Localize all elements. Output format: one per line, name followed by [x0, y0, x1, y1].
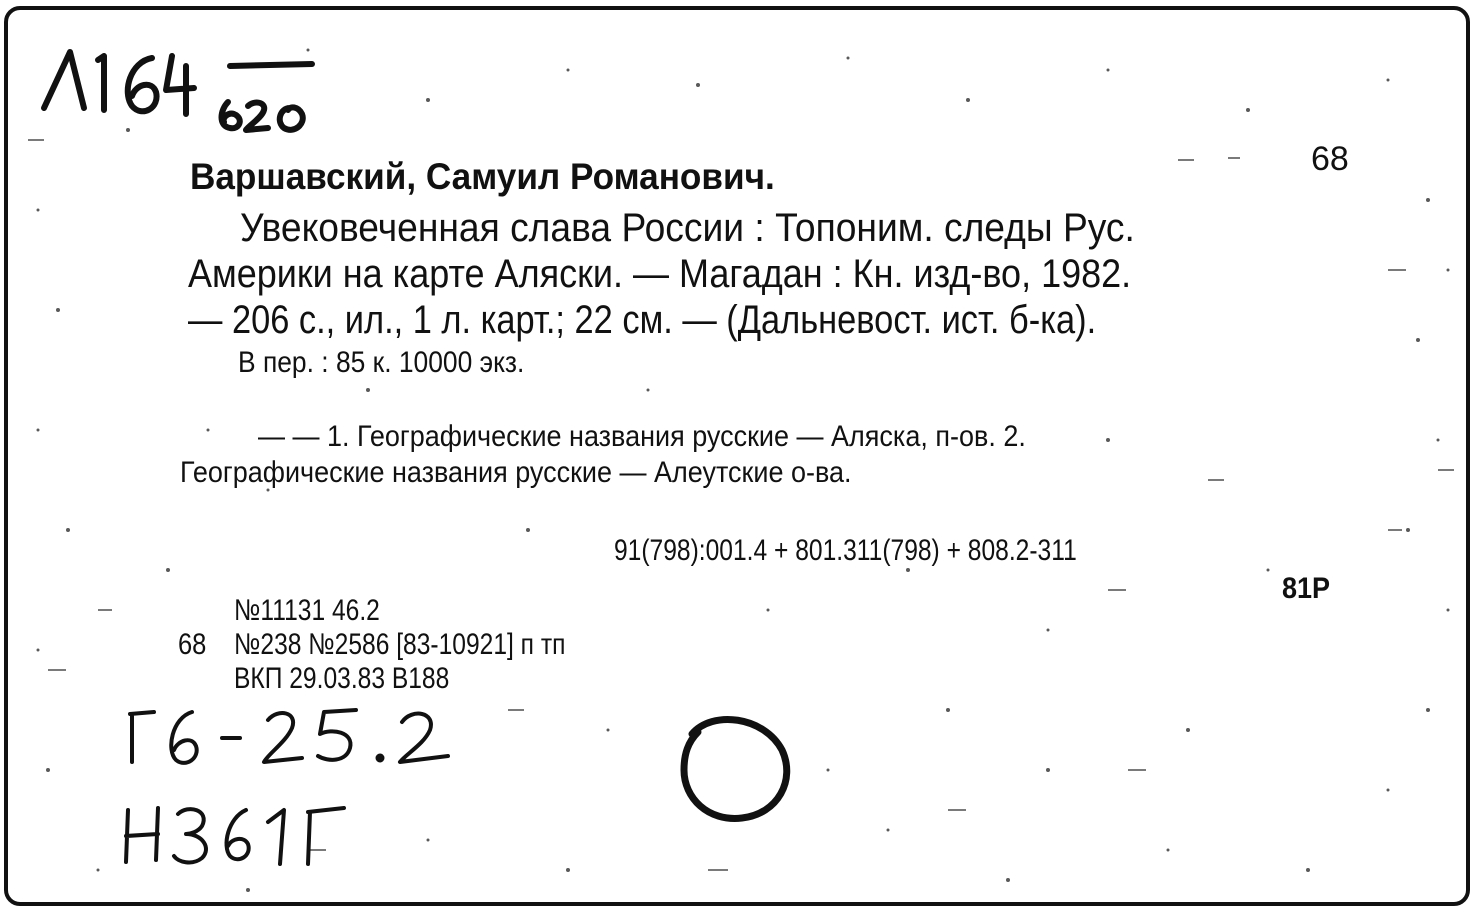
description-line-4-text: В пер. : 85 к. 10000 экз. [238, 346, 525, 379]
print-info-prefix-text: 68 [178, 628, 207, 661]
hand-drawn-oval [672, 710, 802, 830]
print-info-line-2 [234, 628, 638, 662]
subject-line-2-text: Географические названия русские — Алеутские о-ва. [180, 456, 852, 489]
description-line-4 [238, 346, 563, 380]
handwritten-note-1 [118, 700, 458, 772]
handwritten-note-2-drawing [118, 796, 378, 876]
print-info-line-1-text: №11131 46.2 [234, 594, 380, 627]
description-line-1-text: Увековеченная слава России : Топоним. следы Рус. [240, 206, 1135, 250]
author-mark [1282, 572, 1335, 606]
author-heading [190, 156, 806, 198]
subject-line-1 [258, 420, 1111, 454]
print-info-line-2-text: №238 №2586 [83-10921] п тп [234, 628, 566, 661]
catalog-card [4, 6, 1470, 906]
description-line-1 [240, 206, 1202, 251]
author-mark-text: 81Р [1282, 572, 1331, 605]
handwritten-shelfmark-drawing [34, 30, 334, 140]
print-info-line-3 [234, 662, 497, 696]
description-line-2 [188, 252, 1236, 297]
print-info-prefix [178, 628, 211, 662]
card-number: 68 [1311, 140, 1349, 178]
handwritten-note-1-drawing [118, 700, 458, 772]
author-heading-text: Варшавский, Самуил Романович. [190, 156, 775, 197]
description-line-2-text: Америки на карте Аляски. — Магадан : Кн. изд-во, 1982. [188, 252, 1132, 296]
description-line-3-text: — 206 с., ил., 1 л. карт.; 22 см. — (Дальневост. ист. б-ка). [188, 298, 1097, 342]
handwritten-shelfmark [34, 30, 334, 140]
classification-index [614, 534, 1178, 568]
print-info-line-1 [234, 594, 412, 628]
description-line-3 [188, 298, 1244, 343]
classification-index-text: 91(798):001.4 + 801.311(798) + 808.2-311 [614, 534, 1077, 567]
subject-line-2 [180, 456, 926, 490]
handwritten-note-2 [118, 796, 378, 876]
print-info-line-3-text: ВКП 29.03.83 В188 [234, 662, 450, 695]
subject-line-1-text: — — 1. Географические названия русские — Аляска, п-ов. 2. [258, 420, 1026, 453]
